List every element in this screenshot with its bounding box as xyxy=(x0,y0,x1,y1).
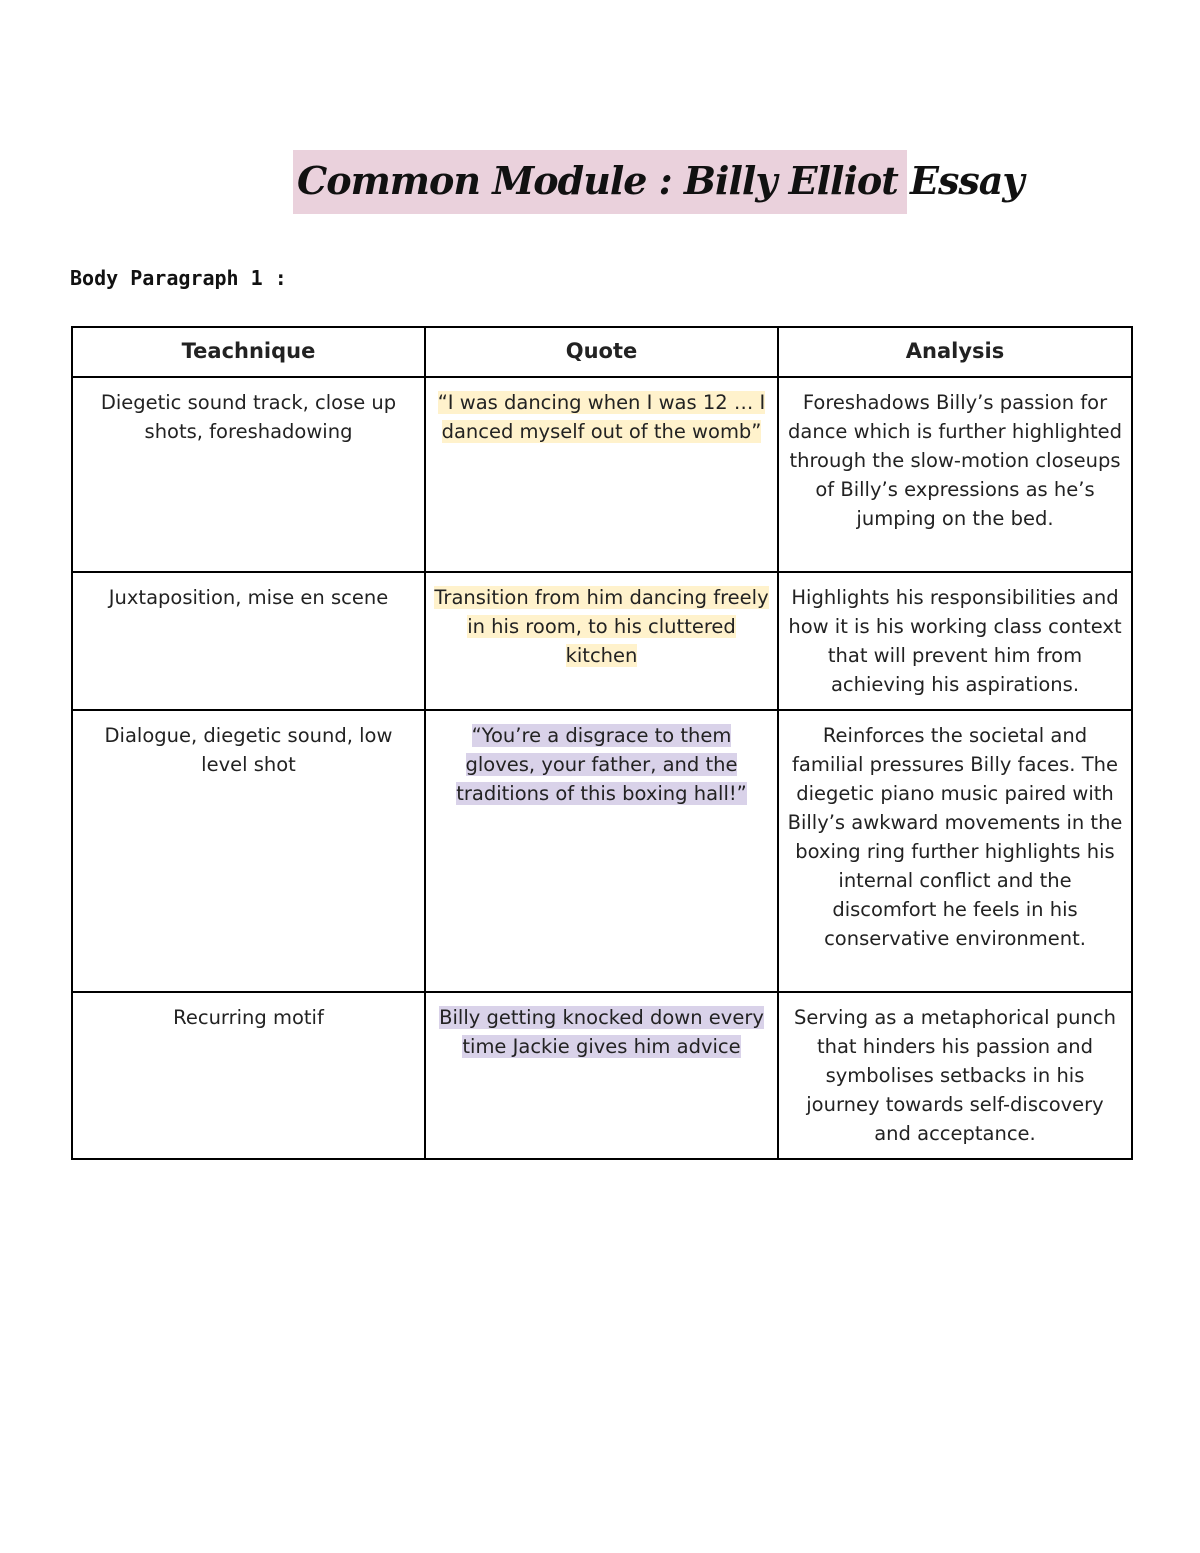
table-header-row xyxy=(72,327,1132,377)
document-title: Common Module : Billy Elliot Essay xyxy=(293,150,907,214)
analysis-cell xyxy=(778,377,1132,572)
quote-text: “I was dancing when I was 12 … I danced myself out of the womb” xyxy=(437,391,766,443)
analysis-text: Reinforces the societal and familial pressures Billy faces. The diegetic piano music paired with Billy’s awkward movements in the boxing ring further highlights his internal conflict and the discomfort he feels in his conservative environment. xyxy=(787,724,1123,950)
analysis-text: Highlights his responsibilities and how it is his working class context that will prevent him from achieving his aspirations. xyxy=(788,586,1122,696)
quote-cell xyxy=(425,710,778,992)
analysis-cell xyxy=(778,710,1132,992)
quote-cell xyxy=(425,572,778,710)
column-header-quote: Quote xyxy=(425,327,778,377)
technique-cell xyxy=(72,992,425,1159)
table-row xyxy=(72,377,1132,572)
quote-cell xyxy=(425,992,778,1159)
technique-cell xyxy=(72,710,425,992)
quote-text: Transition from him dancing freely in his room, to his cluttered kitchen xyxy=(434,586,769,667)
quote-text: Billy getting knocked down every time Jackie gives him advice xyxy=(439,1006,764,1058)
table-row xyxy=(72,572,1132,710)
technique-text: Diegetic sound track, close up shots, foreshadowing xyxy=(100,391,397,443)
technique-text: Dialogue, diegetic sound, low level shot xyxy=(104,724,393,776)
column-header-analysis: Analysis xyxy=(778,327,1132,377)
title-wrapper xyxy=(0,150,1200,214)
technique-cell xyxy=(72,377,425,572)
section-heading: Body Paragraph 1 : xyxy=(70,266,287,290)
analysis-cell xyxy=(778,572,1132,710)
table-row xyxy=(72,710,1132,992)
column-header-technique: Teachnique xyxy=(72,327,425,377)
analysis-text: Serving as a metaphorical punch that hinders his passion and symbolises setbacks in his journey towards self-discovery and acceptance. xyxy=(794,1006,1116,1145)
quote-cell xyxy=(425,377,778,572)
technique-text: Juxtaposition, mise en scene xyxy=(108,586,389,609)
analysis-table xyxy=(71,326,1133,1160)
analysis-text: Foreshadows Billy’s passion for dance which is further highlighted through the slow-motion closeups of Billy’s expressions as he’s jumping on the bed. xyxy=(788,391,1122,530)
technique-cell xyxy=(72,572,425,710)
technique-text: Recurring motif xyxy=(173,1006,324,1029)
analysis-cell xyxy=(778,992,1132,1159)
quote-text: “You’re a disgrace to them gloves, your father, and the traditions of this boxing hall!” xyxy=(456,724,747,805)
table-row xyxy=(72,992,1132,1159)
